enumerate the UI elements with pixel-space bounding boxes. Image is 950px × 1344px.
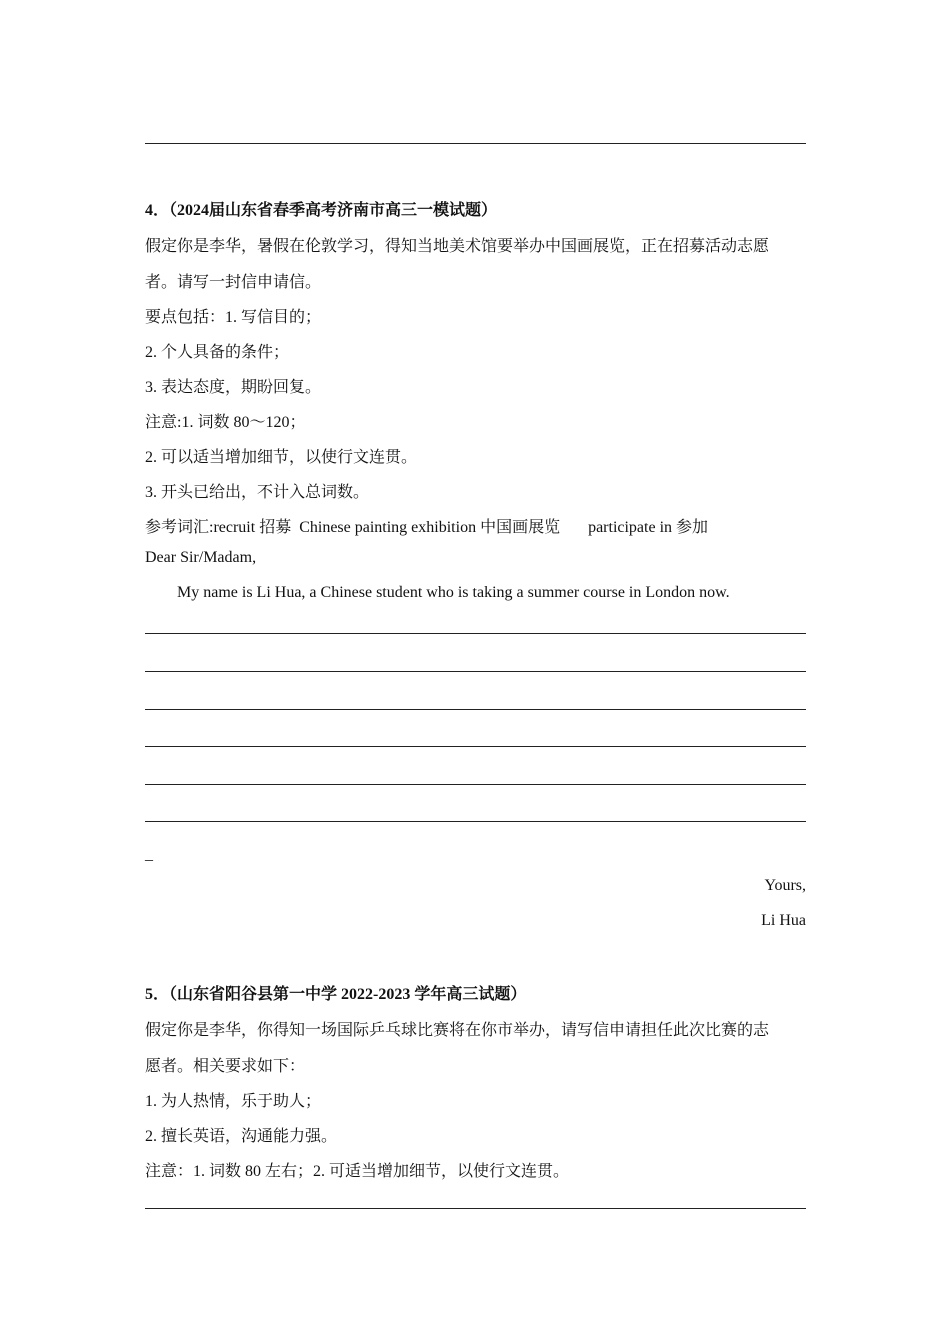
answer-line[interactable] <box>145 746 806 747</box>
question-4-note-2: 2. 可以适当增加细节，以使行文连贯。 <box>145 449 418 466</box>
question-4-points-intro: 要点包括：1. 写信目的； <box>145 309 322 326</box>
trailing-underscore: _ <box>145 846 153 863</box>
letter-signature: Li Hua <box>761 912 806 929</box>
question-4-heading: 4．（2024届山东省春季高考济南市高三一模试题） <box>145 202 498 219</box>
question-5-requirement-2: 2. 擅长英语，沟通能力强。 <box>145 1128 338 1145</box>
question-4-point-3: 3. 表达态度，期盼回复。 <box>145 379 322 396</box>
answer-line[interactable] <box>145 709 806 710</box>
question-4-prompt-line-2: 者。请写一封信申请信。 <box>145 274 322 291</box>
question-5-prompt-line-2: 愿者。相关要求如下： <box>145 1058 306 1075</box>
letter-opening: My name is Li Hua, a Chinese student who is taking a summer course in London now. <box>177 584 730 601</box>
answer-line[interactable] <box>145 1208 806 1209</box>
letter-closing: Yours, <box>764 877 806 894</box>
question-5-prompt-line-1: 假定你是李华，你得知一场国际乒乓球比赛将在你市举办，请写信申请担任此次比赛的志 <box>145 1022 770 1039</box>
question-4-point-2: 2. 个人具备的条件； <box>145 344 290 361</box>
letter-salutation: Dear Sir/Madam, <box>145 549 257 566</box>
question-4-prompt-line-1: 假定你是李华，暑假在伦敦学习，得知当地美术馆要举办中国画展览，正在招募活动志愿 <box>145 238 770 255</box>
question-5-heading: 5．（山东省阳谷县第一中学 2022-2023 学年高三试题） <box>145 986 527 1003</box>
answer-line[interactable] <box>145 821 806 822</box>
answer-line[interactable] <box>145 671 806 672</box>
answer-line[interactable] <box>145 784 806 785</box>
answer-line[interactable] <box>145 143 806 144</box>
question-5-requirement-1: 1. 为人热情，乐于助人； <box>145 1093 322 1110</box>
question-4-vocab: 参考词汇:recruit 招募 Chinese painting exhibition 中国画展览 participate in 参加 <box>145 519 709 536</box>
question-4-note-1: 注意:1. 词数 80～120； <box>145 414 306 431</box>
question-5-note: 注意：1. 词数 80 左右；2. 可适当增加细节，以使行文连贯。 <box>145 1163 570 1180</box>
answer-line[interactable] <box>145 633 806 634</box>
question-4-note-3: 3. 开头已给出，不计入总词数。 <box>145 484 370 501</box>
